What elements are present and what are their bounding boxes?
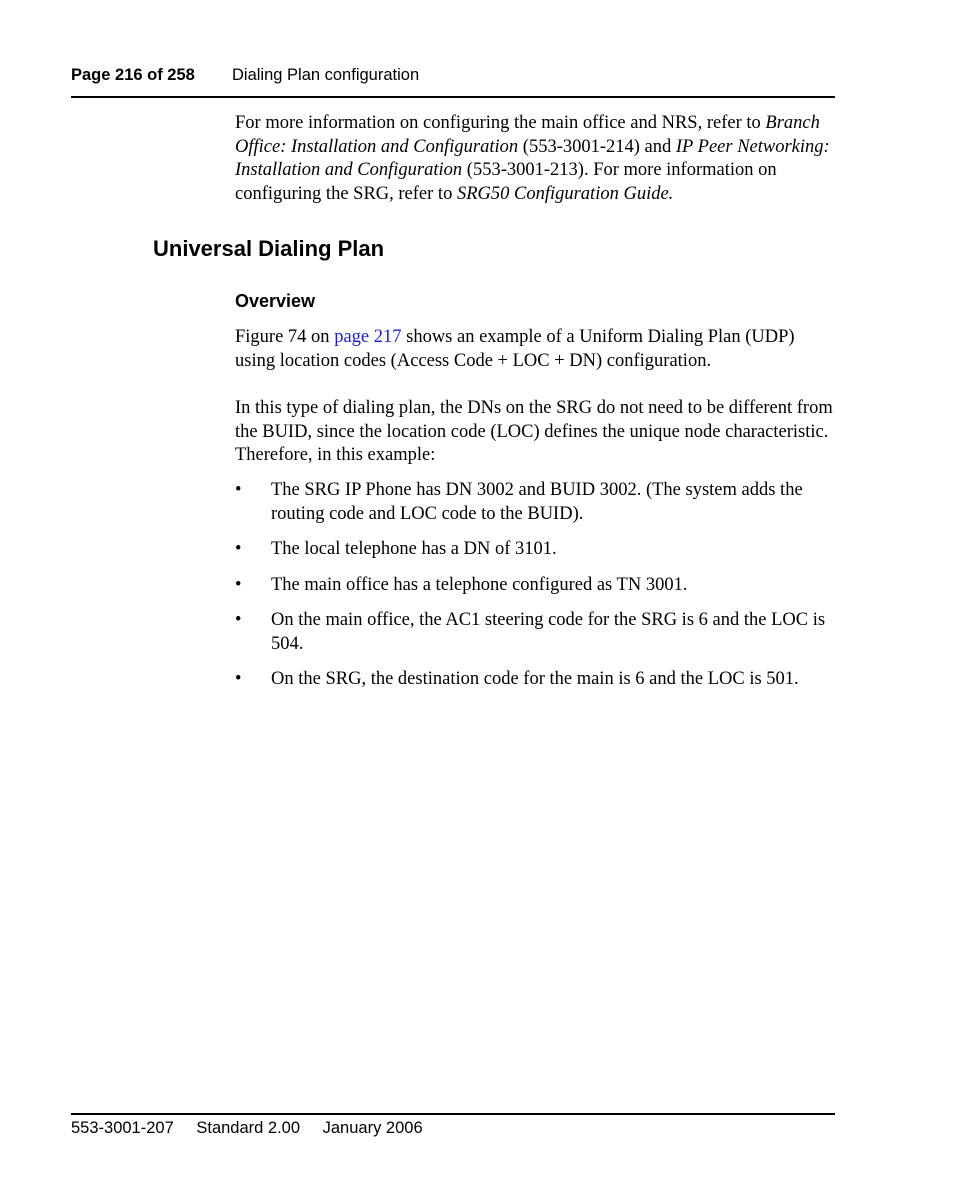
overview-text-2: shows an example of a Uniform Dialing Plan (UDP) using location codes (Access Code + LOC + DN) configuration. — [235, 327, 795, 371]
bullet-text: On the main office, the AC1 steering code for the SRG is 6 and the LOC is 504. — [271, 610, 826, 654]
document-date: January 2006 — [322, 1119, 423, 1137]
intro-paragraph — [235, 112, 835, 206]
list-item — [235, 668, 835, 692]
document-standard: Standard 2.00 — [196, 1119, 301, 1137]
page-header — [71, 66, 835, 98]
intro-ref-ip-peer: IP Peer Networking: Installation and Configuration — [235, 136, 830, 180]
intro-text-1: For more information on configuring the main office and NRS, refer to — [235, 113, 766, 133]
page-footer — [71, 1113, 835, 1138]
section-heading: Universal Dialing Plan — [153, 236, 385, 261]
page-217-link[interactable]: page 217 — [334, 327, 402, 347]
bullet-text: The local telephone has a DN of 3101. — [271, 539, 557, 559]
list-item — [235, 574, 835, 598]
list-item — [235, 538, 835, 562]
document-number: 553-3001-207 — [71, 1119, 174, 1137]
bullet-icon: • — [235, 574, 242, 595]
intro-ref-branch-office: Branch Office: Installation and Configuration — [235, 113, 820, 157]
list-item — [235, 609, 835, 656]
bullet-text: The SRG IP Phone has DN 3002 and BUID 3002. (The system adds the routing code and LOC code to the BUID). — [271, 480, 803, 524]
subsection-heading: Overview — [235, 291, 316, 311]
overview-text-1: Figure 74 on — [235, 327, 335, 347]
bullet-icon: • — [235, 539, 242, 559]
bullet-text: On the SRG, the destination code for the main is 6 and the LOC is 501. — [271, 669, 799, 689]
bullet-icon: • — [235, 610, 242, 630]
intro-ref-srg50: SRG50 Configuration Guide. — [456, 183, 674, 204]
bullet-icon: • — [235, 480, 242, 500]
bullet-text: The main office has a telephone configured as TN 3001. — [271, 574, 688, 595]
intro-text-3: (553-3001-213). For more information on configuring the SRG, refer to — [235, 160, 777, 204]
dialing-plan-paragraph: In this type of dialing plan, the DNs on the SRG do not need to be different from the BUID, since the location code (LOC) defines the unique node characteristic. Therefore, in this example: — [235, 398, 833, 465]
intro-text-2: (553-3001-214) and — [518, 136, 676, 157]
bullet-icon: • — [235, 669, 242, 689]
overview-paragraph — [235, 326, 835, 373]
example-bullet-list — [235, 479, 835, 704]
section-title: Dialing Plan configuration — [232, 66, 420, 84]
page-number: Page 216 of 258 — [71, 66, 195, 84]
list-item — [235, 479, 835, 526]
